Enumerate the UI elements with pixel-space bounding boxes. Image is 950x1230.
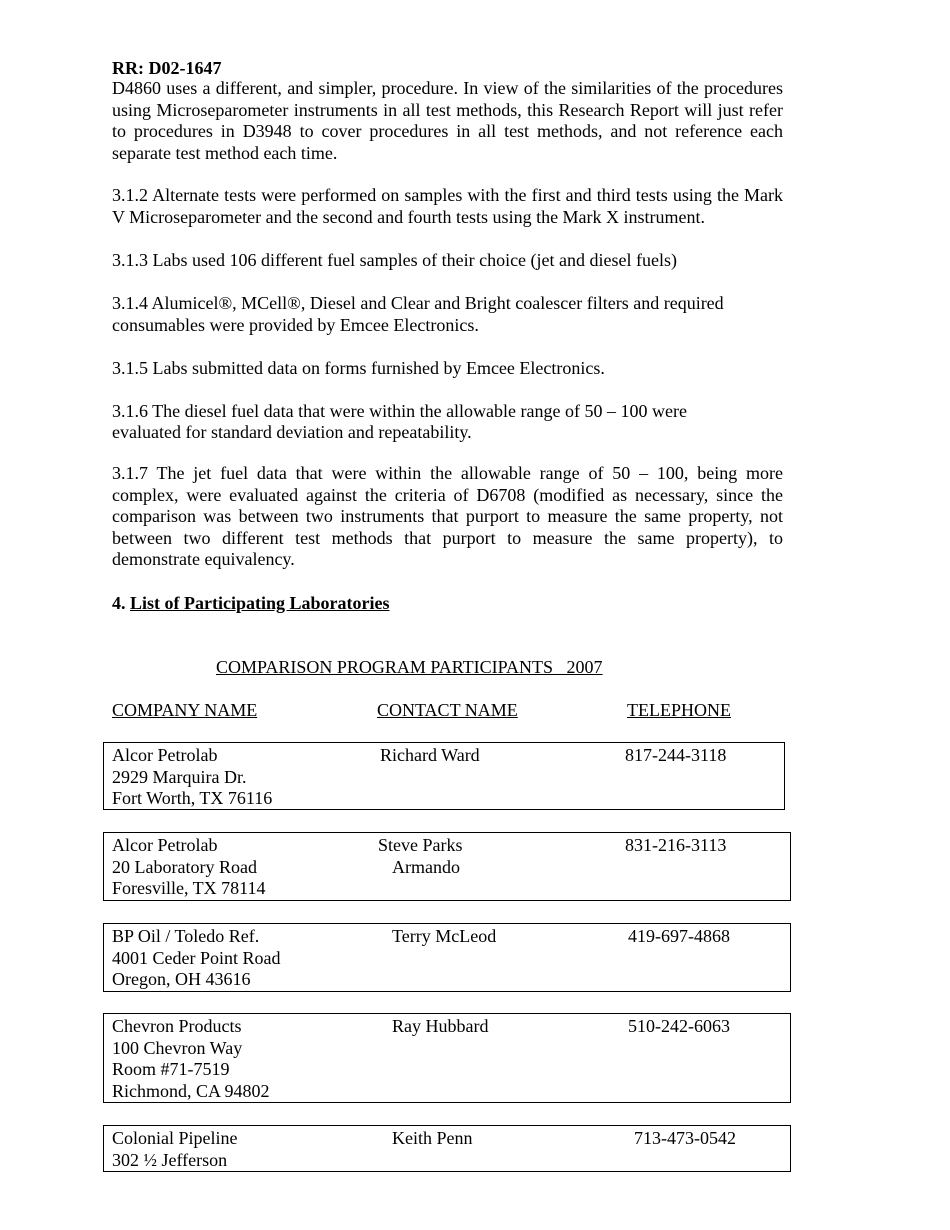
company-address: 2929 Marquira Dr.	[112, 766, 247, 787]
company-cell	[112, 1128, 238, 1171]
contact-cell	[392, 1016, 488, 1038]
company-name: BP Oil / Toledo Ref.	[112, 926, 260, 946]
paragraph-3-1-7-text: 3.1.7 The jet fuel data that were within the allowable range of 50 – 100, being more complex, were evaluated against the criteria of D6708 (modified as necessary, since the comparison was between two instruments that purport to measure the same property, not between two different test methods that purport to measure the same property), to demonstrate equivalency.	[112, 463, 783, 570]
intro-paragraph	[112, 78, 783, 164]
company-name: Alcor Petrolab	[112, 835, 218, 855]
telephone-cell: 419-697-4868	[628, 926, 730, 946]
company-name: Colonial Pipeline	[112, 1128, 238, 1148]
contact-name-secondary: Armando	[392, 856, 460, 877]
company-address: 302 ½ Jefferson	[112, 1149, 228, 1170]
paragraph-3-1-2-text: 3.1.2 Alternate tests were performed on samples with the first and third tests using the Mark V Microseparometer and the second and fourth tests using the Mark X instrument.	[112, 185, 783, 227]
participant-row	[103, 832, 791, 901]
paragraph-3-1-4-line-1: 3.1.4 Alumicel®, MCell®, Diesel and Clear and Bright coalescer filters and required	[112, 293, 724, 313]
participant-row	[103, 742, 785, 810]
participants-title: COMPARISON PROGRAM PARTICIPANTS 2007	[216, 657, 603, 677]
paragraph-3-1-6-line-2: evaluated for standard deviation and repeatability.	[112, 422, 472, 442]
company-cell	[112, 1016, 270, 1102]
header-contact-name: CONTACT NAME	[377, 700, 518, 720]
participant-row	[103, 1013, 791, 1103]
paragraph-3-1-3: 3.1.3 Labs used 106 different fuel samples of their choice (jet and diesel fuels)	[112, 250, 677, 270]
company-name: Alcor Petrolab	[112, 745, 218, 765]
contact-cell	[392, 926, 496, 948]
company-city: Richmond, CA 94802	[112, 1080, 270, 1101]
company-city: Oregon, OH 43616	[112, 969, 251, 990]
section-4-heading	[112, 592, 389, 614]
company-city: Fort Worth, TX 76116	[112, 788, 273, 809]
company-city: Foresville, TX 78114	[112, 878, 266, 899]
header-telephone: TELEPHONE	[627, 700, 731, 720]
participant-row	[103, 1125, 791, 1172]
section-4-title: List of Participating Laboratories	[130, 593, 390, 613]
section-4-number: 4.	[112, 593, 126, 613]
company-room: Room #71-7519	[112, 1059, 230, 1080]
participant-row	[103, 923, 791, 992]
telephone-cell: 817-244-3118	[625, 745, 727, 765]
contact-name: Ray Hubbard	[392, 1016, 489, 1036]
contact-cell	[378, 835, 463, 878]
company-name: Chevron Products	[112, 1016, 242, 1036]
company-address: 20 Laboratory Road	[112, 856, 257, 877]
report-id: RR: D02-1647	[112, 58, 222, 78]
telephone-cell: 510-242-6063	[628, 1016, 730, 1036]
contact-cell	[392, 1128, 473, 1150]
company-address: 4001 Ceder Point Road	[112, 947, 281, 968]
contact-name: Richard Ward	[380, 745, 480, 765]
contact-cell	[380, 745, 480, 767]
paragraph-3-1-5: 3.1.5 Labs submitted data on forms furnished by Emcee Electronics.	[112, 358, 605, 378]
intro-text: D4860 uses a different, and simpler, procedure. In view of the similarities of the procedures using Microseparometer instruments in all test methods, this Research Report will just refer to procedures in D3948 to cover procedures in all test methods, and not reference each separate test method each time.	[112, 78, 783, 163]
contact-name: Steve Parks	[378, 835, 463, 855]
company-cell	[112, 926, 281, 991]
company-cell	[112, 745, 272, 810]
paragraph-3-1-4-line-2: consumables were provided by Emcee Electronics.	[112, 315, 479, 335]
company-cell	[112, 835, 266, 900]
contact-name: Keith Penn	[392, 1128, 473, 1148]
telephone-cell: 831-216-3113	[625, 835, 727, 855]
company-address: 100 Chevron Way	[112, 1037, 243, 1058]
paragraph-3-1-2	[112, 185, 783, 228]
contact-name: Terry McLeod	[392, 926, 497, 946]
telephone-cell: 713-473-0542	[634, 1128, 736, 1148]
header-company-name: COMPANY NAME	[112, 700, 258, 720]
paragraph-3-1-7	[112, 463, 783, 571]
paragraph-3-1-6-line-1: 3.1.6 The diesel fuel data that were within the allowable range of 50 – 100 were	[112, 401, 687, 421]
